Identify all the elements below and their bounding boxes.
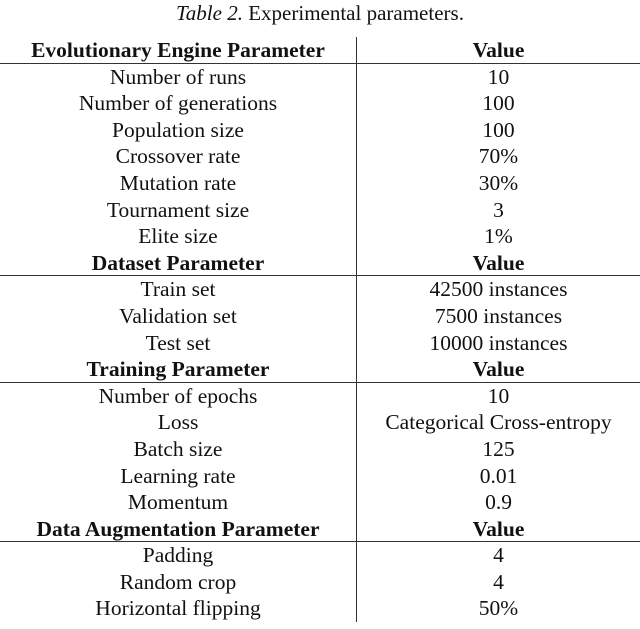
table-row [0, 383, 640, 410]
param-cell: Number of epochs [0, 383, 357, 410]
table-row [0, 143, 640, 170]
table-row [0, 303, 640, 330]
table-row [0, 223, 640, 250]
section-header-dataset [0, 250, 640, 277]
value-cell: 30% [478, 170, 519, 195]
value-cell: 0.01 [479, 463, 518, 488]
param-cell: Learning rate [0, 463, 357, 490]
param-cell: Momentum [0, 489, 357, 516]
value-cell: 4 [493, 543, 504, 568]
section-header-augmentation [0, 516, 640, 543]
value-cell: 7500 instances [434, 303, 563, 328]
caption-text: Experimental parameters. [242, 1, 464, 25]
param-cell: Tournament size [0, 197, 357, 224]
param-cell: Number of runs [0, 64, 357, 91]
param-cell: Test set [0, 330, 357, 357]
table-row [0, 117, 640, 144]
table-row [0, 197, 640, 224]
table-row [0, 436, 640, 463]
value-cell: 50% [478, 596, 519, 621]
param-cell: Elite size [0, 223, 357, 250]
value-cell: 4 [493, 569, 504, 594]
value-cell: 10 [487, 383, 510, 408]
header-value: Value [472, 516, 525, 541]
table-row [0, 170, 640, 197]
table-row [0, 463, 640, 490]
header-param: Dataset Parameter [0, 250, 357, 276]
header-param: Training Parameter [0, 356, 357, 382]
table-row [0, 595, 640, 622]
param-cell: Number of generations [0, 90, 357, 117]
param-cell: Mutation rate [0, 170, 357, 197]
section-header-evolutionary [0, 37, 640, 64]
caption-label: Table 2. [176, 1, 243, 25]
value-cell: 10 [487, 64, 510, 89]
header-param: Evolutionary Engine Parameter [0, 37, 357, 63]
value-cell: 0.9 [485, 490, 512, 515]
param-cell: Validation set [0, 303, 357, 330]
table-row [0, 569, 640, 596]
table-row [0, 330, 640, 357]
param-cell: Horizontal flipping [0, 595, 357, 622]
param-cell: Train set [0, 276, 357, 303]
value-cell: 1% [484, 224, 513, 249]
table-row [0, 64, 640, 91]
header-value: Value [472, 38, 525, 62]
header-param: Data Augmentation Parameter [0, 516, 357, 542]
table-row [0, 90, 640, 117]
param-cell: Padding [0, 542, 357, 569]
table-caption [0, 0, 640, 26]
value-cell: 10000 instances [429, 330, 568, 355]
parameters-table [0, 37, 640, 622]
param-cell: Crossover rate [0, 143, 357, 170]
header-value: Value [472, 357, 525, 382]
param-cell: Loss [0, 409, 357, 436]
value-cell: 100 [482, 91, 515, 116]
value-cell: 70% [478, 144, 519, 169]
value-cell: 42500 instances [429, 277, 568, 302]
param-cell: Population size [0, 117, 357, 144]
value-cell: 125 [482, 436, 515, 461]
section-header-training [0, 356, 640, 383]
value-cell: Categorical Cross-entropy [385, 410, 612, 435]
param-cell: Random crop [0, 569, 357, 596]
table-row [0, 489, 640, 516]
table-row [0, 276, 640, 303]
table-row [0, 409, 640, 436]
header-value: Value [472, 250, 525, 275]
param-cell: Batch size [0, 436, 357, 463]
value-cell: 100 [482, 117, 515, 142]
value-cell: 3 [493, 197, 504, 222]
table-row [0, 542, 640, 569]
